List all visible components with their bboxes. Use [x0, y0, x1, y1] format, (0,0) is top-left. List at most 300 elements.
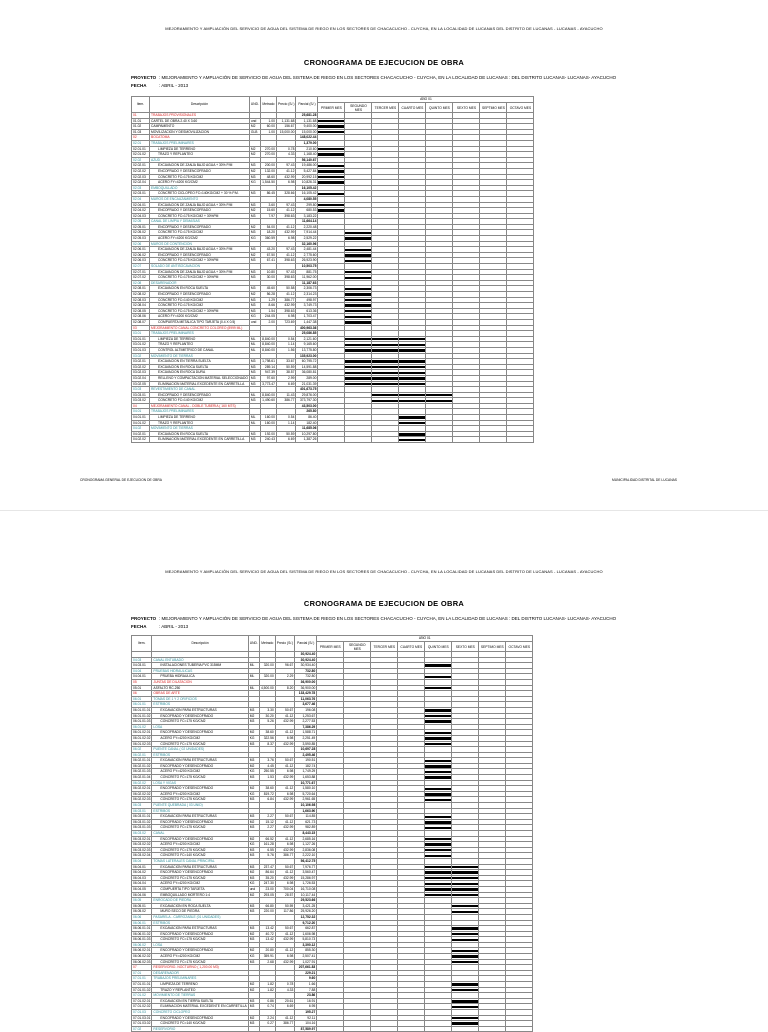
cell-item: 03.03.01 — [132, 392, 150, 398]
cell-parcial: 19,486.00 — [296, 163, 318, 169]
cell-und: M2 — [249, 168, 260, 174]
cell-descripcion: ENCOFRADO Y DESENCOFRADO — [150, 168, 250, 174]
cell-precio: 2.29 — [275, 674, 295, 680]
cell-item: 01 — [132, 113, 150, 119]
cell-und: ML — [249, 420, 260, 426]
cell-item: 04.03 — [132, 657, 152, 663]
cell-month-5 — [426, 437, 453, 443]
cell-item: 03.02.05 — [132, 381, 150, 387]
cell-precio: 6.98 — [275, 735, 295, 741]
cell-descripcion: PRUEBA HIDRAULICA — [152, 674, 248, 680]
cell-und: KG — [249, 314, 260, 320]
gantt-bar — [399, 433, 425, 435]
cell-item: 02 — [132, 135, 150, 141]
cell-und: M3 — [248, 775, 259, 781]
gantt-bar — [425, 687, 451, 689]
cell-parcial: 9,712.20 — [295, 920, 317, 926]
cell-descripcion: EXCAVACION PARA ESTRUCTURAS — [152, 758, 248, 764]
cell-metrado: 237.47 — [259, 864, 275, 870]
cell-descripcion: BOCATOMA — [150, 135, 250, 141]
cell-und: KG — [248, 954, 259, 960]
cell-und: ML — [249, 392, 260, 398]
gantt-bar — [425, 883, 451, 885]
gantt-bar — [345, 360, 371, 362]
cell-descripcion: ENCOFRADO Y DESENCOFRADO — [150, 292, 250, 298]
cell-und: KG — [248, 842, 259, 848]
cell-descripcion: DESARENADOR — [152, 970, 248, 976]
cell-precio: 50.59 — [276, 364, 296, 370]
gantt-bar — [425, 765, 451, 767]
cell-und: M2 — [248, 786, 259, 792]
gantt-bar — [425, 877, 451, 879]
cell-metrado: 250.55 — [259, 769, 275, 775]
cell-precio: 432.99 — [276, 303, 296, 309]
fecha-value: : ABRIL - 2013 — [159, 83, 189, 88]
cell-descripcion: LOSA — [152, 942, 248, 948]
cell-item: 02.07.01 — [132, 269, 150, 275]
cell-metrado: 15.12 — [259, 819, 275, 825]
gantt-bar — [372, 372, 398, 374]
cell-precio: 41.12 — [275, 713, 295, 719]
cell-descripcion: EXCAVACION DE ZANJA BAJO AGUA + 30% P/M — [150, 247, 250, 253]
gantt-bar — [345, 288, 371, 290]
cell-descripcion: CARTEL DE OBRA 2.40 X 3.60 — [150, 118, 250, 124]
cell-precio: 398.63 — [276, 213, 296, 219]
gantt-bar — [372, 366, 398, 368]
cell-descripcion: LOSA Y VIGAS — [152, 780, 248, 786]
cell-month-3 — [371, 1026, 398, 1032]
col-year: AÑO 01 — [317, 636, 533, 642]
cell-item: 07.01 — [132, 970, 152, 976]
cell-precio: 386.77 — [275, 1021, 295, 1027]
gantt-bar — [345, 277, 371, 279]
cell-precio: 41.12 — [275, 786, 295, 792]
cell-und: M2 — [248, 948, 259, 954]
cell-descripcion: EXCAVACION PARA ESTRUCTURAS — [152, 707, 248, 713]
col-month-7: SEPTIMO MES — [479, 642, 506, 652]
cell-precio: 432.99 — [276, 174, 296, 180]
gantt-bar — [345, 310, 371, 312]
cell-metrado: 247.30 — [259, 881, 275, 887]
col-item: Item. — [132, 97, 150, 113]
cell-item: 02.06.02 — [132, 252, 150, 258]
cell-descripcion: CONCRETO FC=140 KG/CM2 — [150, 398, 250, 404]
gantt-bar — [399, 360, 425, 362]
cell-und: GLB — [249, 129, 260, 135]
cell-item: 02.08.07 — [132, 319, 150, 325]
cell-parcial: 15,286.97 — [295, 875, 317, 881]
cell-item: 03.03 — [132, 387, 150, 393]
cell-metrado: 1.53 — [259, 775, 275, 781]
cell-metrado: 56.28 — [260, 292, 276, 298]
cell-descripcion: MURO SECO DE PIEDRA — [152, 909, 248, 915]
cell-parcial: 10,106.98 — [295, 803, 317, 809]
schedule-table — [131, 635, 533, 1032]
col-year: AÑO 01 — [318, 97, 534, 103]
cell-metrado: 244.05 — [260, 314, 276, 320]
gantt-bar — [318, 148, 344, 150]
cell-parcial: 613.36 — [296, 308, 318, 314]
cell-und: ML — [248, 685, 259, 691]
cell-month-1 — [318, 437, 345, 443]
cell-und: M3 — [249, 297, 260, 303]
cell-parcial: 25,681.28 — [296, 113, 318, 119]
cell-descripcion: ACERO FY=4200 KG/CM2 — [150, 236, 250, 242]
gantt-bar — [452, 1000, 478, 1002]
cell-precio: 41.12 — [276, 252, 296, 258]
cell-item: 02.06 — [132, 241, 150, 247]
col-descripcion: Descripción — [152, 636, 248, 652]
cell-und: M3 — [249, 381, 260, 387]
cell-item: 03.02.01 — [132, 359, 150, 365]
cell-item: 01.01 — [132, 118, 150, 124]
gantt-bar — [425, 871, 451, 873]
gantt-bar — [399, 416, 425, 418]
cell-parcial: 265.80 — [296, 409, 318, 415]
proyecto-value: : MEJORAMIENTO Y AMPLIACIÓN DE SERVICIO DE AGUA DEL SISTEMA DE RIEGO EN LOS SECTORES CHACACUCHO - CUYCHA, EN LA LOCALIDAD DE LUCANAS : DEL DISTRITO LUCANAS- LUCANAS- AYACUCHO — [159, 616, 617, 621]
project-header: MEJORAMIENTO Y AMPLIACIÓN DEL SERVICIO DE AGUA DEL SISTEMA DE RIEGO EN LOS SECTORES DE CHACACUCHO - CUYCHA, EN LA LOCALIDAD DE LUCANAS DEL DISTRITO DE LUCANAS - LUCANAS - AYACUCHO — [165, 26, 603, 31]
cell-und: M3 — [248, 814, 259, 820]
cell-und: M3 — [249, 163, 260, 169]
cell-item: 06.02.01.01 — [133, 758, 151, 763]
cell-item: 06.01.01.02 — [133, 713, 151, 718]
cell-parcial: 7,976.77 — [295, 864, 317, 870]
cell-item: 06.06.01.01 — [133, 926, 151, 931]
cell-metrado: 289.14 — [260, 364, 276, 370]
gantt-bar — [399, 439, 425, 441]
cell-parcial: 2,529.22 — [296, 236, 318, 242]
cell-item: 06.04 — [132, 858, 152, 864]
cell-item: 03.02.03 — [132, 370, 150, 376]
cell-metrado: 1.54 — [260, 308, 276, 314]
cell-parcial: 36,080.81 — [296, 370, 318, 376]
cell-descripcion: CONCRETO CICLOPEO — [152, 1010, 248, 1016]
cell-descripcion: EXCAVACION EN ROCA SUELTA — [152, 903, 248, 909]
col-month-8: OCTAVO MES — [506, 642, 533, 652]
cell-precio: 15,000.00 — [276, 129, 296, 135]
cell-month-6 — [453, 437, 480, 443]
cell-und: M2 — [248, 982, 259, 988]
gantt-bar — [425, 816, 451, 818]
gantt-bar — [345, 271, 371, 273]
gantt-bar — [425, 788, 451, 790]
cell-metrado: 3.60 — [260, 202, 276, 208]
cell-metrado: 320.00 — [259, 674, 275, 680]
cell-und: M2 — [249, 252, 260, 258]
cell-und: M3 — [248, 741, 259, 747]
cell-descripcion: ELIMINACION MATERIAL EXCEDENTE EN CARRETILLA — [150, 437, 250, 443]
cell-item: 06.04.05 — [132, 886, 152, 892]
cell-precio: 6.98 — [275, 769, 295, 775]
cell-item: 06.03 — [132, 803, 152, 809]
cell-parcial: 60,795.72 — [296, 359, 318, 365]
cell-item: 03.01.03 — [132, 347, 150, 353]
document-title: CRONOGRAMA DE EJECUCION DE OBRA — [303, 599, 465, 608]
cell-parcial: 13,775.80 — [296, 347, 318, 353]
cell-parcial: 9.60 — [295, 976, 317, 982]
cell-descripcion: ENCOFRADO Y DESENCOFRADO — [152, 836, 248, 842]
cell-parcial: 1,726.53 — [295, 881, 317, 887]
gantt-bar — [318, 120, 344, 122]
cell-parcial: 400,963.36 — [296, 325, 318, 331]
cell-parcial: 104.16 — [295, 1021, 317, 1027]
gantt-bar — [425, 838, 451, 840]
cell-item: 06.04.01 — [132, 864, 152, 870]
gantt-bar — [345, 316, 371, 318]
cell-precio: 8.20 — [275, 685, 295, 691]
cell-parcial: 2,481.44 — [296, 247, 318, 253]
cell-und: M3 — [248, 719, 259, 725]
gantt-bar — [345, 366, 371, 368]
cell-precio: 0.54 — [276, 336, 296, 342]
cell-precio: 6.69 — [276, 437, 296, 443]
cell-metrado: 4.45 — [259, 763, 275, 769]
cell-und: M3 — [248, 903, 259, 909]
cell-und: ML — [249, 415, 260, 421]
proyecto-label: PROYECTO — [131, 75, 157, 80]
cell-month-2 — [344, 1026, 371, 1032]
cell-precio: 1,131.68 — [276, 118, 296, 124]
cell-descripcion: MUROS DE ENCAUZAMIENTO — [150, 196, 250, 202]
col-month-6: SEXTO MES — [453, 103, 480, 113]
cell-descripcion: ASFALTO RC-250 — [152, 685, 248, 691]
cell-metrado: 322.56 — [259, 735, 275, 741]
schedule-table — [131, 96, 534, 443]
cell-parcial: 8,443.15 — [295, 831, 317, 837]
cell-metrado: 2.24 — [259, 1015, 275, 1021]
cell-metrado: 1,798.61 — [262, 359, 275, 364]
gantt-bar — [399, 400, 425, 402]
cell-parcial: 11,685.06 — [296, 426, 318, 432]
col-parcial: Parcial (S/.) — [296, 97, 318, 113]
col-month-6: SEXTO MES — [452, 642, 479, 652]
col-month-8: OCTAVO MES — [507, 103, 534, 113]
cell-parcial: 3,590.85 — [295, 741, 317, 747]
gantt-bar — [452, 894, 478, 896]
cell-item: 02.04.01 — [132, 202, 150, 208]
gantt-bar — [452, 905, 478, 907]
cell-metrado: 66.52 — [259, 836, 275, 842]
cell-precio: 28.57 — [275, 892, 295, 898]
cell-und — [248, 1026, 259, 1032]
cell-parcial: 190.51 — [295, 758, 317, 764]
cell-descripcion: LIMPIEZA DE TERRENO — [150, 146, 250, 152]
cell-item: 06.06.01 — [132, 920, 152, 926]
cell-parcial: 10,297.80 — [296, 431, 318, 437]
cell-item: 06.04.03 — [132, 875, 152, 881]
cell-und: M3 — [249, 370, 260, 376]
gantt-bar — [318, 153, 344, 155]
cell-precio: 4.33 — [276, 152, 296, 158]
cell-und: M2 — [249, 146, 260, 152]
cell-precio: 328.66 — [276, 191, 296, 197]
cell-und: M3 — [249, 308, 260, 314]
cell-parcial: 2,961.65 — [295, 797, 317, 803]
cell-item: 02.03 — [132, 185, 150, 191]
cell-precio: 432.99 — [275, 937, 295, 943]
cell-descripcion: CANAL ENTUBADO — [152, 657, 248, 663]
gantt-bar — [452, 989, 478, 991]
cell-descripcion: AZUD — [150, 157, 250, 163]
cell-descripcion: CANAL DE LIMPIA Y DEMASIAS — [150, 219, 250, 225]
cell-item: 06.02.01.02 — [133, 763, 151, 768]
cell-descripcion: EXCAVACION PARA ESTRUCTURAS — [152, 926, 248, 932]
gantt-bar — [452, 933, 478, 935]
cell-parcial: 680.53 — [296, 208, 318, 214]
cell-und: ML — [248, 663, 259, 669]
cell-item: 04.02.02 — [132, 437, 150, 443]
cell-parcial: 30,934.40 — [295, 663, 317, 669]
cell-precio: 50.67 — [275, 814, 295, 820]
cell-precio: 6.69 — [275, 1004, 295, 1010]
cell-parcial: 1.66 — [295, 982, 317, 988]
cell-descripcion: MEJORAMIENTO CANAL - DOBLE TUBERIA ( 160 MTS) — [150, 403, 250, 409]
gantt-bar — [399, 366, 425, 368]
cell-descripcion: CONCRETO FC=175 KG/CM2 — [150, 230, 250, 236]
cell-descripcion: CONCRETO FC=175 KG/CM2 + 30%PM — [150, 275, 250, 281]
cell-und: KG — [248, 791, 259, 797]
cell-descripcion: ENCOFRADO Y DESENCOFRADO — [150, 392, 250, 398]
cell-parcial: 1,749.29 — [295, 769, 317, 775]
cell-descripcion: ESTRIBOS — [152, 808, 248, 814]
gantt-bar — [345, 321, 371, 323]
cell-metrado: 293.05 — [259, 892, 275, 898]
gantt-bar — [318, 181, 344, 183]
cell-parcial: 56,140.67 — [296, 157, 318, 163]
cell-precio: 723.69 — [276, 319, 296, 325]
gantt-bar — [452, 983, 478, 985]
cell-descripcion: CONCRETO FC=175 KG/CM2 — [150, 303, 250, 309]
cell-und: M3 — [248, 707, 259, 713]
cell-und: M3 — [249, 359, 260, 365]
cell-parcial: 10,697.28 — [295, 747, 317, 753]
cell-metrado: 66.80 — [259, 903, 275, 909]
cell-metrado: 192.00 — [260, 431, 276, 437]
cell-item: 02.04 — [132, 196, 150, 202]
cell-precio: 41.12 — [276, 168, 296, 174]
cell-precio: 41.12 — [275, 819, 295, 825]
cell-und: ML — [249, 342, 260, 348]
gantt-bar — [425, 827, 451, 829]
cell-item: 02.02.03 — [132, 174, 150, 180]
proyecto-line — [131, 74, 616, 82]
col-item: Item. — [132, 636, 152, 652]
cell-und: M3 — [249, 375, 260, 381]
cell-parcial: 210.60 — [296, 146, 318, 152]
cell-descripcion: EXCAVACION EN ROCA SUELTA — [150, 364, 250, 370]
sheet-page-1 — [0, 0, 768, 510]
cell-und: M3 — [248, 1021, 259, 1027]
cell-descripcion: EXCAVACION EN ROCA SUELTA — [150, 431, 250, 437]
cell-descripcion: MOVIMIENTO DE TIERRAS — [150, 353, 250, 359]
cell-descripcion: CONCRETO FC=175 KG/CM2 — [152, 741, 248, 747]
cell-month-1 — [317, 1026, 344, 1032]
gantt-bar — [345, 344, 371, 346]
cell-metrado: 132.00 — [260, 168, 276, 174]
cell-item: 06.03.02 — [132, 831, 152, 837]
cell-descripcion: ENCOFRADO Y DESENCOFRADO — [150, 224, 250, 230]
cell-metrado: 10.80 — [260, 269, 276, 275]
cell-und: KG — [248, 735, 259, 741]
cell-und: ML — [248, 674, 259, 680]
cell-metrado: 8.37 — [259, 741, 275, 747]
cell-parcial: 3,749.73 — [296, 303, 318, 309]
cell-metrado: 160.00 — [260, 415, 276, 421]
cell-item: 03.02 — [132, 353, 150, 359]
gantt-bar — [345, 299, 371, 301]
cell-metrado: 220.00 — [259, 909, 275, 915]
cell-parcial: 30,924.40 — [295, 657, 317, 663]
cell-descripcion: LIMPIEZA DE TERRENO — [150, 336, 250, 342]
gantt-bar — [399, 344, 425, 346]
cell-und: M3 — [248, 864, 259, 870]
cell-metrado: 43.20 — [260, 247, 276, 253]
cell-metrado: 6.55 — [259, 847, 275, 853]
cell-descripcion: ENCOFRADO Y DESENCOFRADO — [152, 870, 248, 876]
cell-item: 04.01 — [132, 409, 150, 415]
cell-item: 06.05.01 — [132, 903, 152, 909]
cell-precio: 50.67 — [275, 707, 295, 713]
gantt-bar — [399, 394, 425, 396]
cell-item: 07.01.01.02 — [133, 987, 151, 992]
cell-metrado: 97.60 — [260, 375, 276, 381]
cell-precio: 4.33 — [275, 987, 295, 993]
cell-parcial: 3,677.46 — [295, 702, 317, 708]
cell-parcial: 207,661.83 — [295, 965, 317, 971]
cell-precio: 398.63 — [276, 308, 296, 314]
gantt-bar — [372, 377, 398, 379]
cell-descripcion: CONCRETO FC=140 KG/CM2 — [152, 853, 248, 859]
proyecto-value: : MEJORAMIENTO Y AMPLIACIÓN DE SERVICIO DE AGUA DEL SISTEMA DE RIEGO EN LOS SECTORES CHACACUCHO - CUYCHA, EN LA LOCALIDAD DE LUCANAS : DEL DISTRITO LUCANAS- LUCANAS- AYACUCHO — [159, 75, 617, 80]
cell-precio: 432.99 — [275, 875, 295, 881]
cell-item: 02.05 — [132, 219, 150, 225]
cell-precio: 6.98 — [275, 791, 295, 797]
cell-item: 02.08.02 — [132, 292, 150, 298]
cell-precio: 41.12 — [275, 763, 295, 769]
cell-parcial: 2,121.60 — [296, 336, 318, 342]
cell-precio: 432.99 — [275, 847, 295, 853]
cell-parcial: 20,992.15 — [296, 174, 318, 180]
gantt-bar — [372, 344, 398, 346]
gantt-bar — [372, 360, 398, 362]
cell-und: M3 — [248, 847, 259, 853]
cell-precio: 2.99 — [276, 375, 296, 381]
col-metrado: Metrado — [260, 97, 276, 113]
cell-descripcion: ENCOFRADO Y DESENCOFRADO — [152, 819, 248, 825]
cell-und: M2 — [248, 1015, 259, 1021]
cell-parcial: 2,306.73 — [296, 286, 318, 292]
cell-metrado: 1.82 — [259, 982, 275, 988]
cell-parcial: 1,253.67 — [295, 713, 317, 719]
cell-descripcion: MOVILIZACION Y DESMOVILIZACION — [150, 129, 250, 135]
cell-descripcion: CAMPAMENTO — [150, 124, 250, 130]
cell-parcial: 10,503.75 — [296, 264, 318, 270]
cell-item: 06.01.01 — [132, 702, 152, 708]
footer-left: CRONOGRAMA GENERAL DE EJECUCION DE OBRA — [80, 478, 162, 482]
cell-precio: 50.58 — [276, 286, 296, 292]
cell-item: 02.05.02 — [132, 230, 150, 236]
cell-item: 06.01.02 — [132, 724, 152, 730]
cell-month-7 — [479, 1026, 506, 1032]
col-month-4: CUARTO MES — [399, 103, 426, 113]
gantt-bar — [425, 720, 451, 722]
cell-item: 02.07 — [132, 264, 150, 270]
cell-descripcion: ACERO FY=4200 KG/CM2 — [152, 791, 248, 797]
cell-descripcion: ENCOFRADO Y DESENCOFRADO — [152, 931, 248, 937]
cell-precio: 33.67 — [276, 359, 296, 365]
cell-parcial: 1,580.10 — [295, 786, 317, 792]
cell-item: 07.01.01 — [132, 976, 152, 982]
